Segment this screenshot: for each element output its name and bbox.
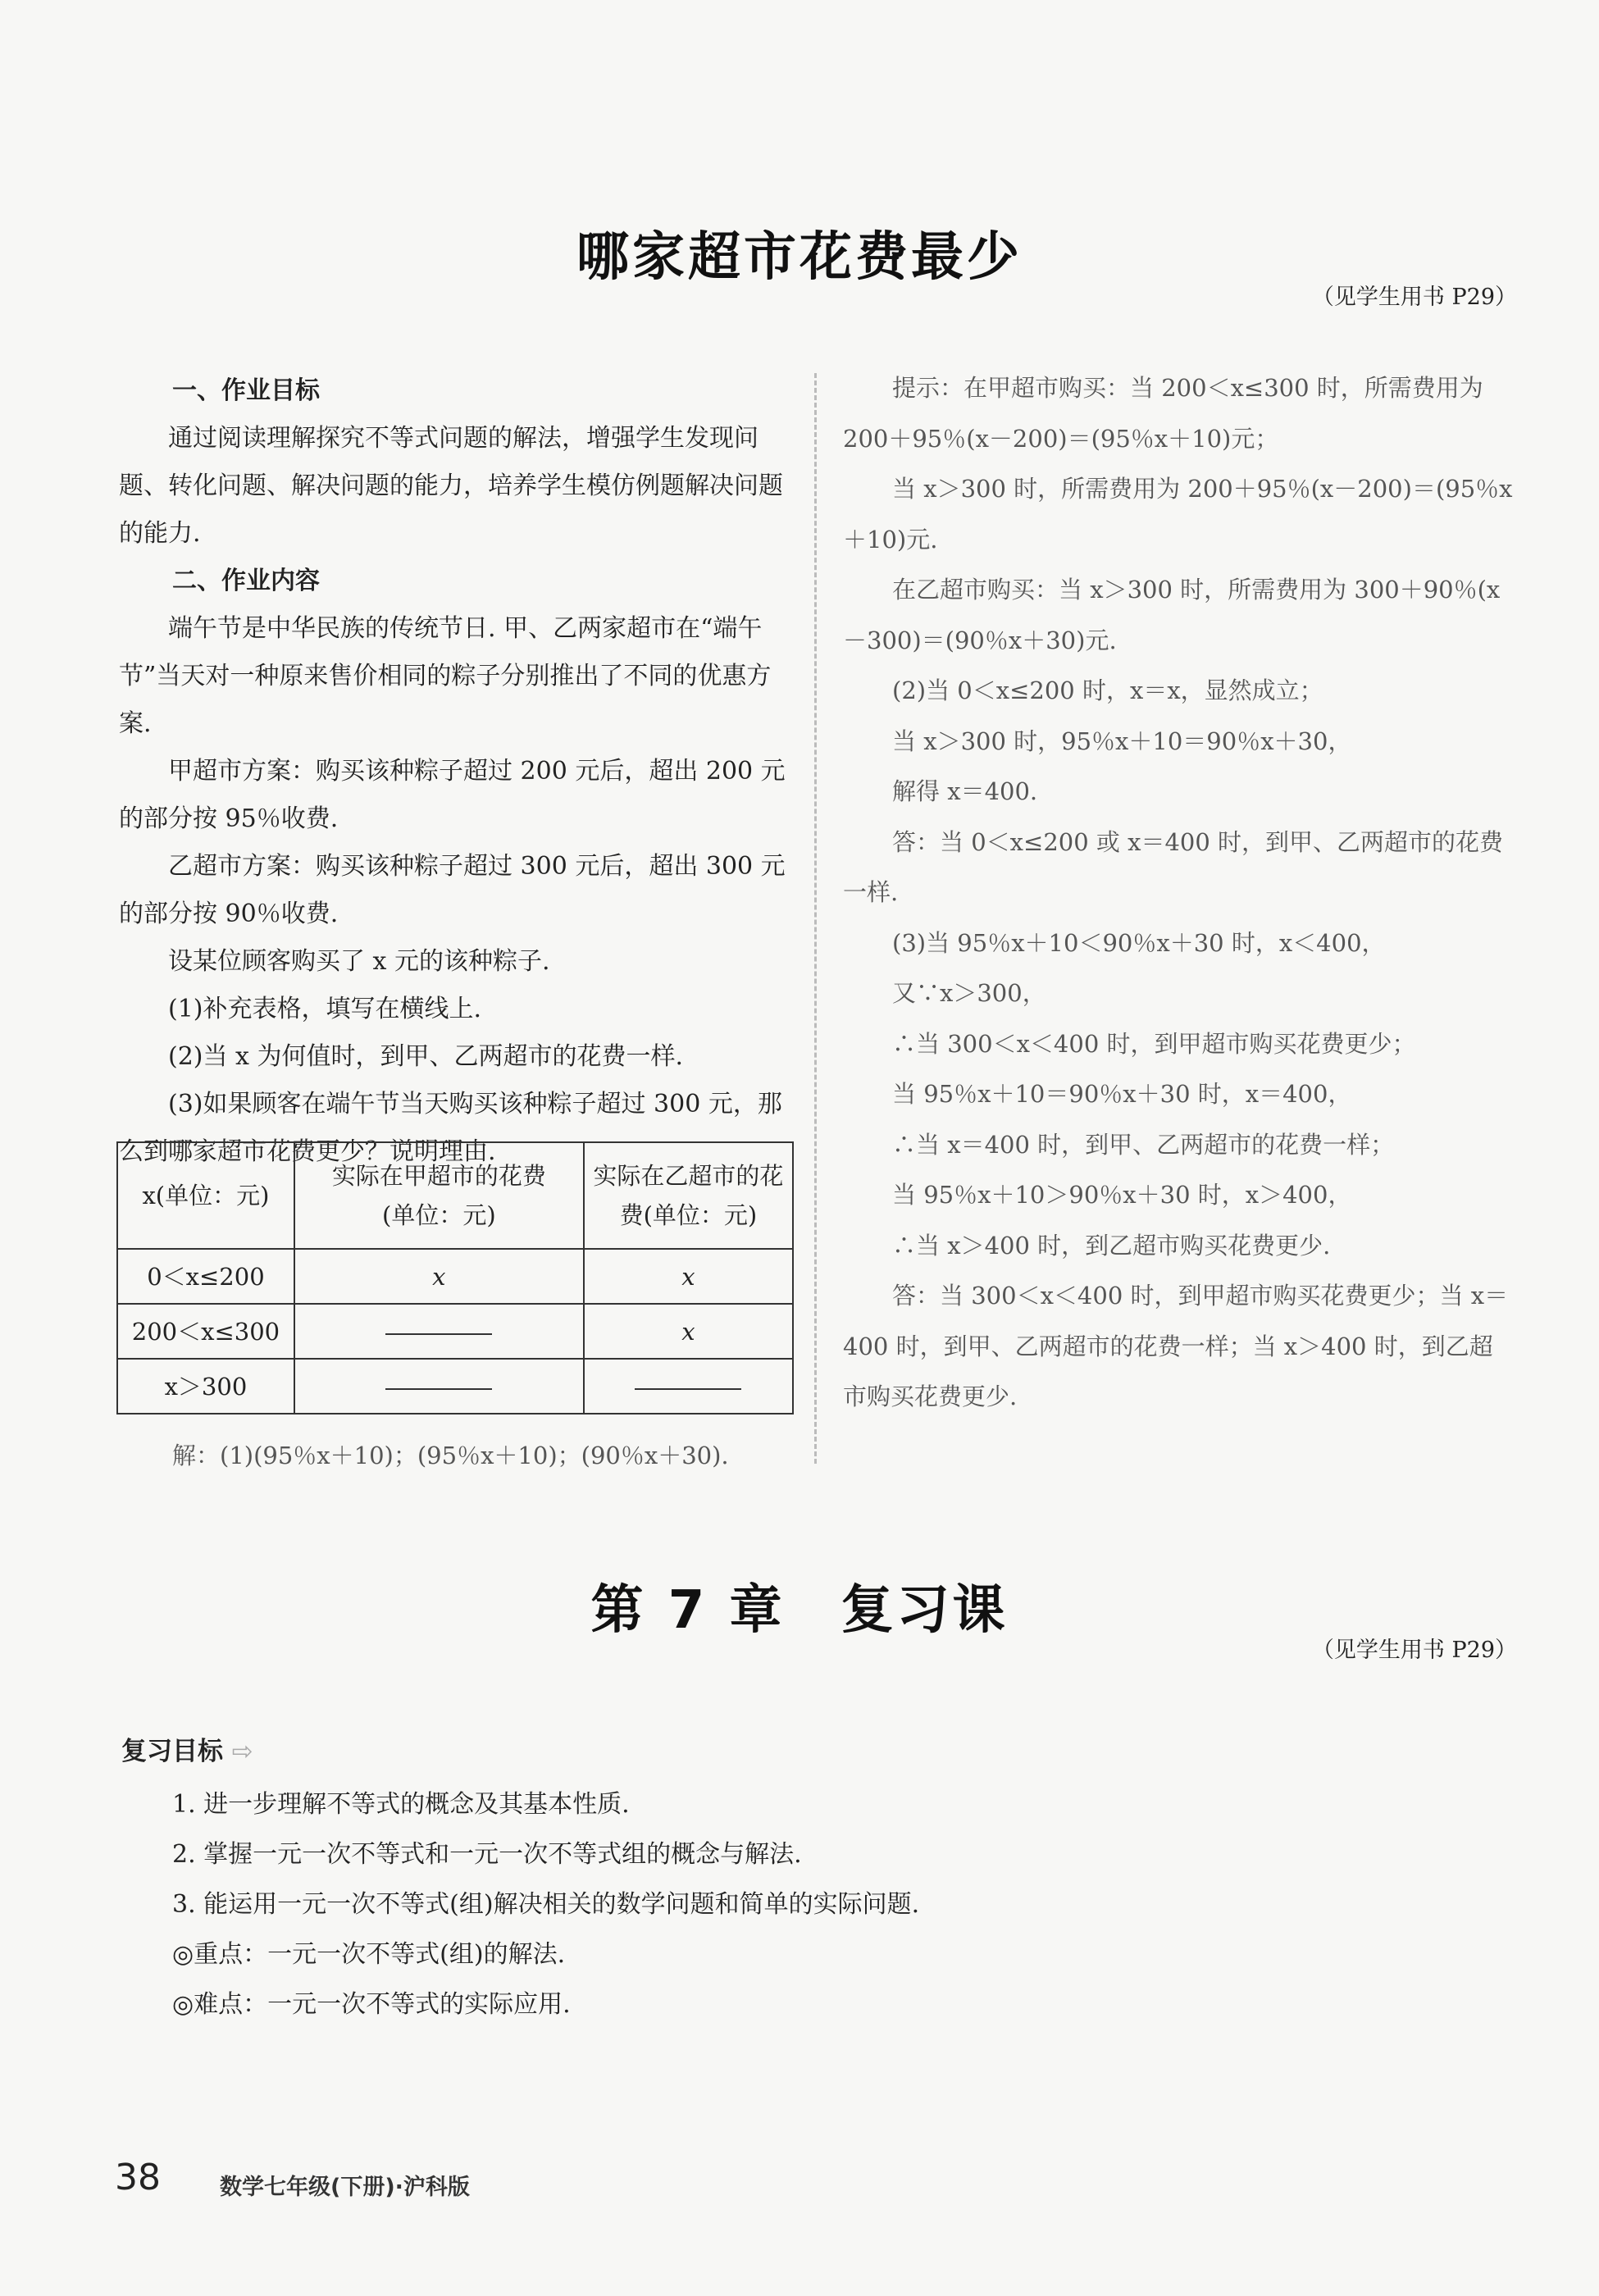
table-cell: x＞300 [117,1359,294,1414]
solution-line: 解得 x＝400. [892,777,1038,805]
review-goals-label: 复习目标 [121,1737,223,1766]
table-header: 实际在乙超市的花费(单位：元) [584,1142,793,1249]
column-divider [814,373,817,1464]
fill-blank [385,1387,492,1390]
key-point: ◎重点：一元一次不等式(组)的解法. [172,1940,566,1969]
table-cell: x [584,1249,793,1304]
question-3: (3)如果顾客在端午节当天购买该种粽子超过 300 元，那么到哪家超市花费更少？说明理由. [119,1090,782,1166]
table-cell: 0＜x≤200 [117,1249,294,1304]
fill-blank [635,1387,741,1390]
goal-text: 通过阅读理解探究不等式问题的解法，增强学生发现问题、转化问题、解决问题的能力，培养学生模仿例题解决问题的能力. [119,424,783,548]
solution-line: ∴当 x＝400 时，到甲、乙两超市的花费一样； [892,1130,1395,1159]
table-cell: x [294,1249,584,1304]
solution-line: 在乙超市购买：当 x＞300 时，所需费用为 300＋90％(x－300)＝(90％x＋30)元. [843,576,1501,654]
table-cell-blank [584,1359,793,1414]
variable-definition: 设某位顾客购买了 x 元的该种粽子. [168,947,550,976]
table-cell-blank [294,1359,584,1414]
solution-line: ∴当 x＞400 时，到乙超市购买花费更少. [892,1231,1331,1260]
chapter-title: 第 7 章 复习课 [590,1580,1009,1641]
book-title: 数学七年级(下册)·沪科版 [220,2175,470,2200]
problem-intro: 端午节是中华民族的传统节日. 甲、乙两家超市在“端午节”当天对一种原来售价相同的粽子分别推出了不同的优惠方案. [119,614,772,738]
answer-1: 解：(1)(95％x＋10)；(95％x＋10)；(90％x＋30). [172,1442,729,1469]
fill-blank [385,1332,492,1335]
page-number: 38 [115,2157,161,2198]
question-2: (2)当 x 为何值时，到甲、乙两超市的花费一样. [168,1042,684,1071]
difficult-point: ◎难点：一元一次不等式的实际应用. [172,1990,571,2019]
plan-b: 乙超市方案：购买该种粽子超过 300 元后，超出 300 元的部分按 90％收费. [119,852,786,928]
question-1: (1)补充表格，填写在横线上. [168,995,482,1023]
solution-line: 当 95％x＋10＝90％x＋30 时，x＝400， [892,1080,1352,1108]
table-cell: x [584,1304,793,1359]
solution-line: (2)当 0＜x≤200 时，x＝x，显然成立； [892,676,1323,704]
review-item: 2. 掌握一元一次不等式和一元一次不等式组的概念与解法. [172,1840,802,1869]
review-goals-list [172,1779,1484,2029]
left-column [119,367,795,1176]
solution-line: 答：当 0＜x≤200 或 x＝400 时，到甲、乙两超市的花费一样. [843,827,1504,906]
solution-line: ∴当 300＜x＜400 时，到甲超市购买花费更少； [892,1029,1416,1058]
student-book-reference: （见学生用书 P29） [1311,1638,1517,1663]
table-cell: 200＜x≤300 [117,1304,294,1359]
table-header: x(单位：元) [117,1142,294,1249]
review-goals-heading [121,1730,253,1767]
section-title: 哪家超市花费最少 [576,227,1023,288]
solution-line: 当 x＞300 时，95％x＋10＝90％x＋30， [892,727,1352,755]
solution-line: 当 x＞300 时，所需费用为 200＋95％(x－200)＝(95％x＋10)元. [843,475,1513,554]
solution-line: 当 95％x＋10＞90％x＋30 时，x＞400， [892,1181,1352,1209]
content-heading: 二、作业内容 [172,567,320,595]
table-header: 实际在甲超市的花费(单位：元) [294,1142,584,1249]
solution-line: (3)当 95％x＋10＜90％x＋30 时，x＜400， [892,928,1386,957]
student-book-reference: （见学生用书 P29） [1311,285,1517,310]
review-item: 3. 能运用一元一次不等式(组)解决相关的数学问题和简单的实际问题. [172,1890,920,1919]
arrow-icon: ⇨ [231,1737,253,1766]
review-item: 1. 进一步理解不等式的概念及其基本性质. [172,1790,630,1819]
goal-heading: 一、作业目标 [172,376,320,405]
table-cell-blank [294,1304,584,1359]
solution-line: 提示：在甲超市购买：当 200＜x≤300 时，所需费用为 200＋95％(x－200)＝(95％x＋10)元； [843,374,1483,453]
solution-line: 又∵x＞300， [892,979,1046,1007]
cost-table [116,1141,794,1414]
right-column [843,363,1515,1423]
solution-line: 答：当 300＜x＜400 时，到甲超市购买花费更少；当 x＝400 时，到甲、乙两超市的花费一样；当 x＞400 时，到乙超市购买花费更少. [843,1282,1509,1410]
plan-a: 甲超市方案：购买该种粽子超过 200 元后，超出 200 元的部分按 95％收费. [119,757,786,833]
